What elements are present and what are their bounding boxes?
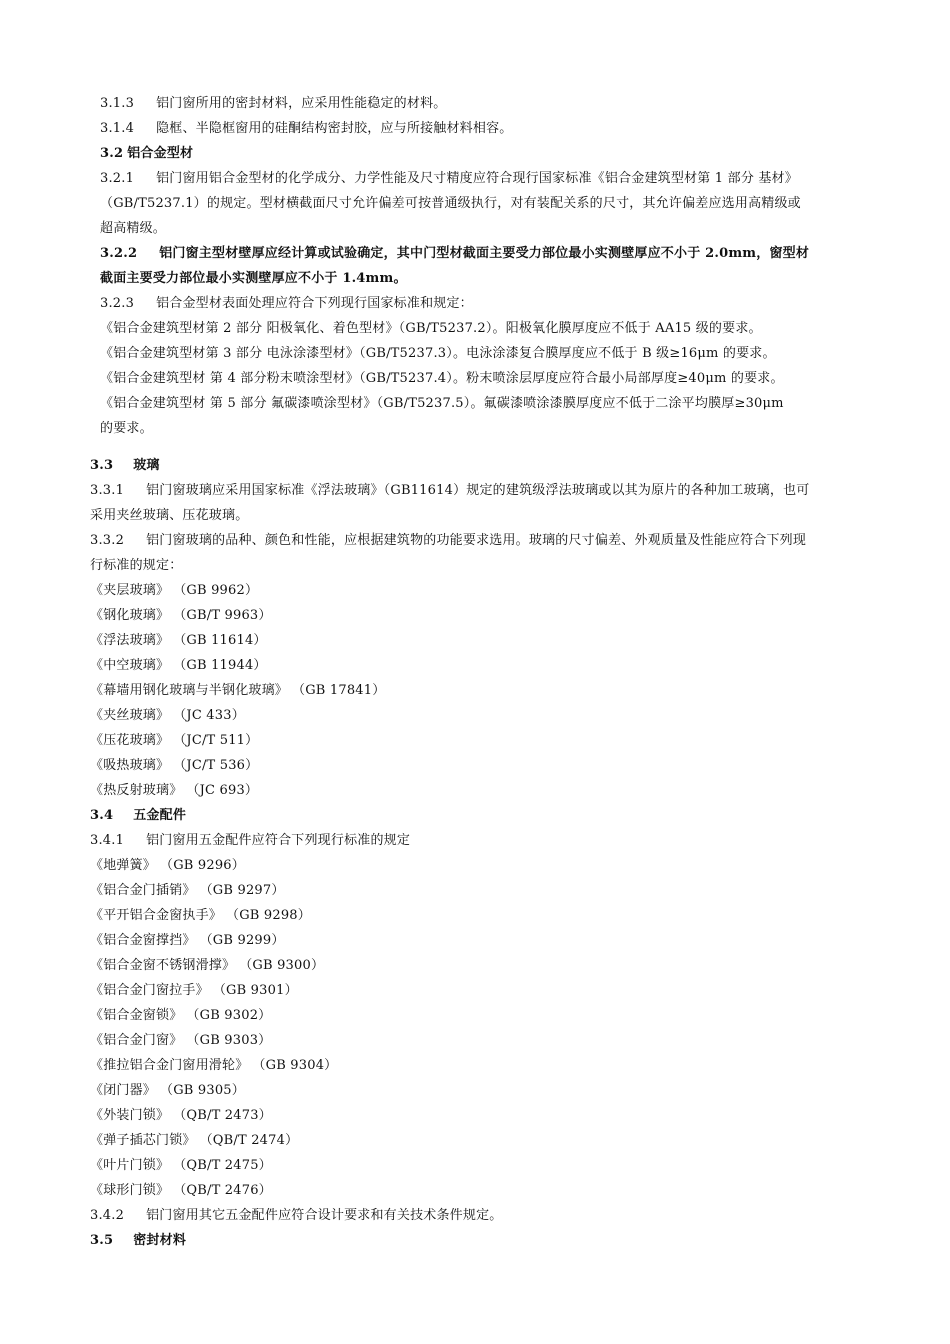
section-number: 3.4 (90, 808, 114, 823)
clause-text: 铝门窗主型材壁厚应经计算或试验确定，其中门型材截面主要受力部位最小实测壁厚应不小于 2.0mm，窗型材 (159, 246, 810, 261)
section-title: 密封材料 (133, 1233, 187, 1248)
hardware-standard-item (90, 933, 285, 949)
standard-name: 《闭门器》 (90, 1083, 157, 1098)
standard-name: 《弹子插芯门锁》 (90, 1133, 196, 1148)
glass-standard-item (90, 583, 258, 599)
clause-3-2-1-line3: 超高精级。 (100, 221, 167, 236)
glass-standard-item (90, 683, 385, 699)
clause-3-2-1-line1 (100, 171, 798, 187)
standard-name: 《压花玻璃》 (90, 733, 170, 748)
clause-text: 隐框、半隐框窗用的硅酮结构密封胶，应与所接触材料相容。 (156, 121, 513, 136)
standard-code: （GB 11614） (173, 633, 267, 648)
hardware-standard-item (90, 1158, 272, 1174)
standard-name: 《铝合金门插销》 (90, 883, 196, 898)
standard-code: （JC 433） (173, 708, 245, 723)
standard-name: 《铝合金门窗拉手》 (90, 983, 209, 998)
hardware-standard-item (90, 958, 324, 974)
standard-name: 《幕墙用钢化玻璃与半钢化玻璃》 (90, 683, 289, 698)
surface-standard-item: 《铝合金建筑型材第 3 部分 电泳涂漆型材》（GB/T5237.3）。电泳涂漆复合膜厚度应不低于 B 级≥16μm 的要求。 (100, 346, 776, 361)
section-number: 3.5 (90, 1233, 114, 1248)
clause-number: 3.2.2 (100, 246, 138, 261)
section-number: 3.3 (90, 458, 114, 473)
clause-text: 铝门窗所用的密封材料，应采用性能稳定的材料。 (156, 96, 447, 111)
clause-text: 铝门窗玻璃应采用国家标准《浮法玻璃》（GB11614）规定的建筑级浮法玻璃或以其为原片的各种加工玻璃，也可 (146, 483, 810, 498)
standard-name: 《钢化玻璃》 (90, 608, 170, 623)
standard-code: （GB 9303） (186, 1033, 272, 1048)
standard-name: 《铝合金窗锁》 (90, 1008, 183, 1023)
standard-code: （JC/T 536） (173, 758, 259, 773)
standard-name: 《球形门锁》 (90, 1183, 170, 1198)
standard-code: （GB 9296） (160, 858, 245, 873)
standard-name: 《推拉铝合金门窗用滑轮》 (90, 1058, 249, 1073)
clause-text: 铝合金型材表面处理应符合下列现行国家标准和规定： (156, 296, 473, 311)
clause-3-3-1-line2: 采用夹丝玻璃、压花玻璃。 (90, 508, 249, 523)
section-title: 五金配件 (133, 808, 187, 823)
glass-standard-item (90, 708, 245, 724)
glass-standard-item (90, 633, 267, 649)
clause-3-2-2-line1 (100, 246, 809, 262)
clause-3-2-2-line2: 截面主要受力部位最小实测壁厚应不小于 1.4mm。 (100, 271, 407, 286)
standard-name: 《铝合金窗撑挡》 (90, 933, 196, 948)
standard-name: 《浮法玻璃》 (90, 633, 170, 648)
clause-text: 铝门窗用五金配件应符合下列现行标准的规定 (146, 833, 411, 848)
clause-3-1-3 (100, 96, 446, 112)
hardware-standard-item (90, 1058, 337, 1074)
clause-3-2-1-line2: （GB/T5237.1）的规定。型材横截面尺寸允许偏差可按普通级执行，对有装配关系的尺寸，其允许偏差应选用高精级或 (100, 196, 801, 211)
clause-3-3-1-line1 (90, 483, 809, 499)
glass-standard-item (90, 658, 267, 674)
hardware-standard-item (90, 1083, 245, 1099)
standard-name: 《铝合金门窗》 (90, 1033, 183, 1048)
surface-standard-item: 《铝合金建筑型材第 2 部分 阳极氧化、着色型材》（GB/T5237.2）。阳极氧化膜厚度应不低于 AA15 级的要求。 (100, 321, 762, 336)
standard-code: （GB 9301） (212, 983, 298, 998)
glass-standard-item (90, 608, 272, 624)
standard-name: 《地弹簧》 (90, 858, 157, 873)
hardware-standard-item (90, 1033, 271, 1049)
standard-code: （QB/T 2473） (173, 1108, 272, 1123)
hardware-standard-item (90, 983, 298, 999)
glass-standard-item (90, 733, 258, 749)
standard-name: 《铝合金窗不锈钢滑撑》 (90, 958, 236, 973)
standard-name: 《吸热玻璃》 (90, 758, 170, 773)
surface-standard-item: 《铝合金建筑型材 第 4 部分粉末喷涂型材》（GB/T5237.4）。粉末喷涂层厚度应符合最小局部厚度≥40μm 的要求。 (100, 371, 784, 386)
section-heading-3-2 (100, 146, 193, 162)
standard-code: （GB 11944） (173, 658, 267, 673)
standard-name: 《叶片门锁》 (90, 1158, 170, 1173)
clause-number: 3.3.1 (90, 483, 125, 498)
standard-code: （GB 9304） (252, 1058, 338, 1073)
standard-code: （GB 9300） (239, 958, 325, 973)
standard-code: （GB 9302） (186, 1008, 272, 1023)
standard-name: 《夹层玻璃》 (90, 583, 170, 598)
standard-name: 《中空玻璃》 (90, 658, 170, 673)
glass-standard-item (90, 783, 258, 799)
hardware-standard-item (90, 1183, 272, 1199)
clause-number: 3.1.3 (100, 96, 135, 111)
standard-name: 《热反射玻璃》 (90, 783, 183, 798)
clause-number: 3.4.2 (90, 1208, 125, 1223)
standard-code: （JC/T 511） (173, 733, 259, 748)
standard-code: （GB/T 9963） (173, 608, 272, 623)
standard-code: （GB 9298） (226, 908, 311, 923)
clause-3-4-2 (90, 1208, 502, 1224)
standard-name: 《夹丝玻璃》 (90, 708, 170, 723)
clause-3-1-4 (100, 121, 512, 137)
standard-code: （QB/T 2475） (173, 1158, 272, 1173)
standard-code: （GB 9299） (199, 933, 285, 948)
section-heading-3-3 (90, 458, 160, 474)
clause-number: 3.1.4 (100, 121, 135, 136)
section-title: 玻璃 (133, 458, 160, 473)
standard-code: （GB 17841） (292, 683, 386, 698)
standard-code: （GB 9297） (199, 883, 285, 898)
hardware-standard-item (90, 1108, 272, 1124)
clause-number: 3.2.1 (100, 171, 135, 186)
standard-code: （JC 693） (186, 783, 259, 798)
section-number: 3.2 (100, 146, 124, 161)
clause-text: 铝门窗玻璃的品种、颜色和性能，应根据建筑物的功能要求选用。玻璃的尺寸偏差、外观质量及性能应符合下列现 (146, 533, 807, 548)
standard-name: 《外装门锁》 (90, 1108, 170, 1123)
clause-3-4-1 (90, 833, 410, 849)
standard-code: （QB/T 2476） (173, 1183, 272, 1198)
standard-code: （QB/T 2474） (199, 1133, 299, 1148)
section-heading-3-4 (90, 808, 186, 824)
clause-number: 3.4.1 (90, 833, 125, 848)
clause-3-3-2-line2: 行标准的规定： (90, 558, 183, 573)
standard-code: （GB 9962） (173, 583, 259, 598)
hardware-standard-item (90, 908, 311, 924)
clause-number: 3.3.2 (90, 533, 125, 548)
standard-code: （GB 9305） (160, 1083, 245, 1098)
clause-number: 3.2.3 (100, 296, 135, 311)
surface-standard-tail: 的要求。 (100, 421, 153, 436)
clause-text: 铝门窗用铝合金型材的化学成分、力学性能及尺寸精度应符合现行国家标准《铝合金建筑型材第 1 部分 基材》 (156, 171, 798, 186)
clause-3-3-2-line1 (90, 533, 806, 549)
section-title: 铝合金型材 (127, 146, 194, 161)
section-heading-3-5 (90, 1233, 186, 1249)
glass-standard-item (90, 758, 258, 774)
hardware-standard-item (90, 1133, 298, 1149)
hardware-standard-item (90, 1008, 271, 1024)
standard-name: 《平开铝合金窗执手》 (90, 908, 223, 923)
hardware-standard-item (90, 858, 245, 874)
clause-text: 铝门窗用其它五金配件应符合设计要求和有关技术条件规定。 (146, 1208, 503, 1223)
clause-3-2-3 (100, 296, 473, 312)
surface-standard-item: 《铝合金建筑型材 第 5 部分 氟碳漆喷涂型材》（GB/T5237.5）。氟碳漆喷涂漆膜厚度应不低于二涂平均膜厚≥30μm (100, 396, 784, 411)
hardware-standard-item (90, 883, 285, 899)
